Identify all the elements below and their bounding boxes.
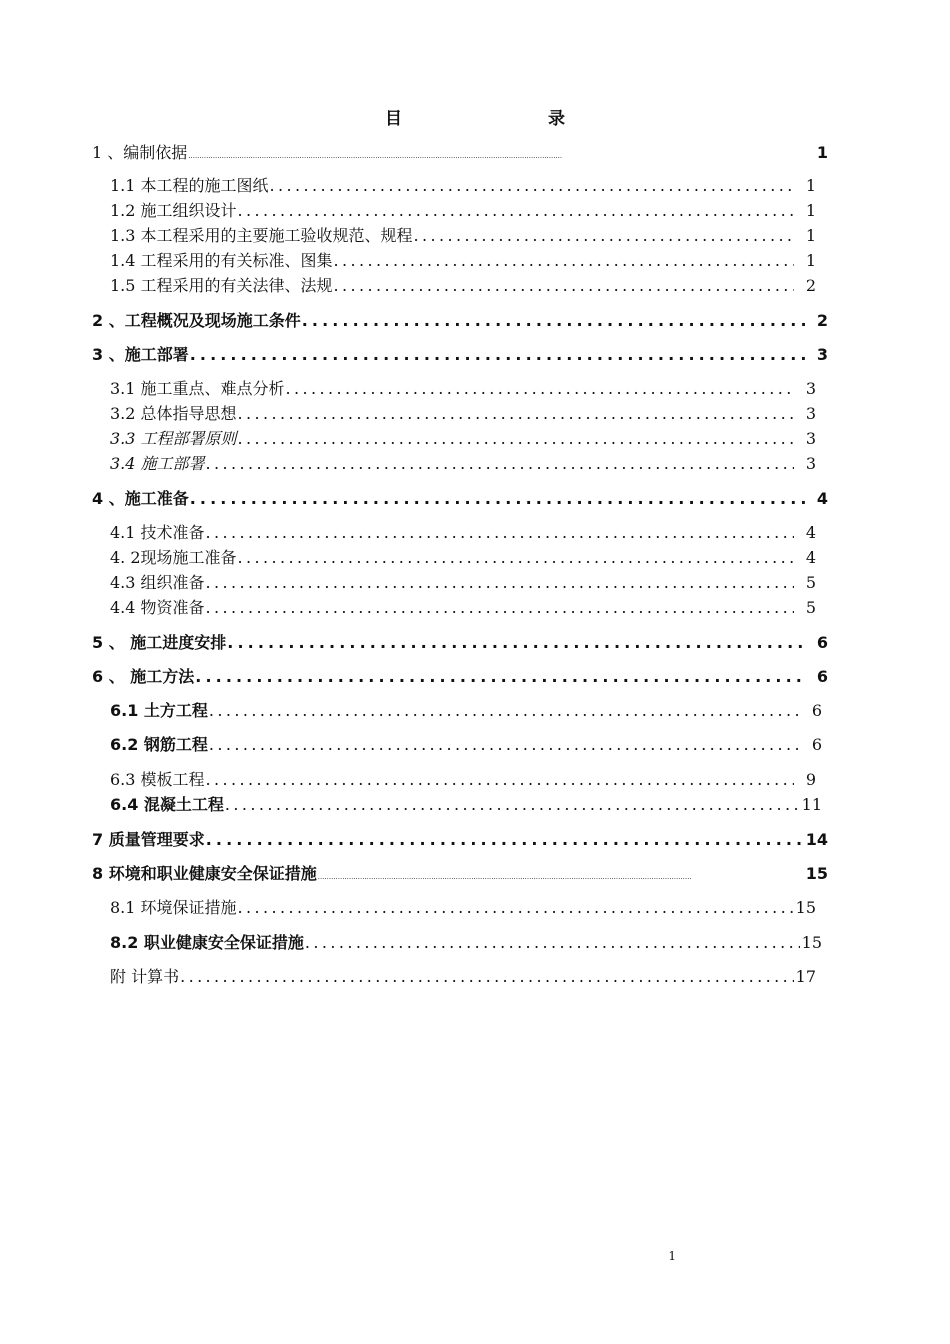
toc-entry-page: 2 [816,311,828,330]
toc-entry-page: 3 [816,345,828,364]
toc-entry-label: 7 质量管理要求 [92,830,205,849]
toc-entry[interactable] [92,664,828,686]
toc-entry-page: 15 [795,898,816,917]
toc-entry[interactable] [110,520,816,542]
toc-entry-page: 6 [811,735,822,754]
toc-title: 目 录 [385,109,635,129]
toc-entry-page: 5 [805,598,816,617]
toc-entry-label: 2 、工程概况及现场施工条件 [92,311,301,330]
toc-leader-dots [238,429,794,448]
toc-entry-label: 1.3 本工程采用的主要施工验收规范、规程 [110,226,413,245]
toc-leader-dots [305,933,800,952]
toc-entry-label: 3.3 工程部署原则 [110,429,237,448]
toc-entry[interactable] [110,451,816,473]
toc-entry[interactable] [92,486,828,508]
toc-entry[interactable] [92,827,828,849]
toc-entry-label: 4. 2现场施工准备 [110,548,237,567]
toc-leader-dots [206,598,794,617]
toc-entry[interactable] [92,140,828,162]
toc-entry[interactable] [110,732,822,754]
page-number: 1 [668,1249,676,1263]
toc-leader-dots [190,345,806,364]
toc-entry[interactable] [110,930,822,952]
toc-entry-page: 3 [805,404,816,423]
toc-entry-label: 3.4 施工部署 [110,454,205,473]
toc-entry-page: 4 [816,489,828,508]
toc-entry-label: 1.2 施工组织设计 [110,201,237,220]
toc-entry-label: 4 、施工准备 [92,489,189,508]
toc-leader-dots [195,667,806,686]
toc-entry[interactable] [110,595,816,617]
toc-leader-dots [206,830,806,849]
toc-leader-dots [334,251,794,270]
toc-entry-label: 4.4 物资准备 [110,598,205,617]
toc-entry-label: 6.2 钢筋工程 [110,735,208,754]
toc-entry-label: 1 、编制依据 [92,143,188,162]
toc-entry[interactable] [110,964,816,986]
toc-leader-dots [318,873,806,881]
toc-entry-page: 2 [805,276,816,295]
toc-leader-dots [206,523,794,542]
toc-leader-dots [270,176,794,195]
toc-entry[interactable] [110,767,816,789]
toc-entry-page: 11 [801,795,822,814]
toc-entry-label: 8.1 环境保证措施 [110,898,237,917]
toc-entry-page: 15 [805,864,828,883]
toc-entry-label: 6.1 土方工程 [110,701,208,720]
toc-entry-page: 14 [805,830,828,849]
toc-entry[interactable] [110,376,816,398]
toc-entry-label: 1.4 工程采用的有关标准、图集 [110,251,333,270]
toc-entry[interactable] [110,273,816,295]
toc-entry-label: 4.1 技术准备 [110,523,205,542]
toc-entry[interactable] [92,342,828,364]
toc-leader-dots [238,404,794,423]
toc-leader-dots [238,548,794,567]
toc-entry-label: 附 计算书 [110,967,180,986]
toc-entry-label: 1.5 工程采用的有关法律、法规 [110,276,333,295]
toc-entry[interactable] [110,248,816,270]
toc-entry-page: 9 [805,770,816,789]
toc-entry[interactable] [92,308,828,330]
toc-entry[interactable] [110,570,816,592]
toc-entry-page: 6 [816,667,828,686]
toc-entry-page: 1 [816,143,828,162]
toc-leader-dots [206,573,794,592]
toc-entry[interactable] [110,545,816,567]
toc-entry-label: 5 、 施工进度安排 [92,633,227,652]
toc-entry-label: 8.2 职业健康安全保证措施 [110,933,304,952]
toc-leader-dots [334,276,794,295]
toc-leader-dots [227,633,806,652]
toc-entry-label: 3.1 施工重点、难点分析 [110,379,285,398]
toc-entry-label: 1.1 本工程的施工图纸 [110,176,269,195]
toc-entry[interactable] [110,173,816,195]
toc-leader-dots [209,735,800,754]
toc-entry[interactable] [92,861,828,883]
toc-leader-dots [302,311,806,330]
toc-leader-dots [188,152,806,160]
toc-entry[interactable] [110,895,816,917]
toc-entry-page: 1 [805,226,816,245]
toc-entry-page: 5 [805,573,816,592]
toc-entry[interactable] [110,198,816,220]
toc-entry-page: 1 [805,176,816,195]
toc-leader-dots [206,770,794,789]
toc-leader-dots [238,201,794,220]
toc-entry[interactable] [110,426,816,448]
toc-entry-label: 3 、施工部署 [92,345,189,364]
toc-entry-label: 3.2 总体指导思想 [110,404,237,423]
toc-entry-page: 17 [795,967,816,986]
toc-entry[interactable] [110,792,822,814]
toc-leader-dots [180,967,794,986]
toc-entry-label: 4.3 组织准备 [110,573,205,592]
toc-entry-page: 15 [801,933,822,952]
toc-entry-page: 6 [811,701,822,720]
toc-entry-page: 4 [805,548,816,567]
toc-leader-dots [414,226,794,245]
toc-entry[interactable] [110,698,822,720]
toc-leader-dots [206,454,794,473]
toc-entry-label: 6 、 施工方法 [92,667,195,686]
toc-entry[interactable] [92,630,828,652]
toc-leader-dots [190,489,806,508]
toc-entry[interactable] [110,223,816,245]
toc-leader-dots [209,701,800,720]
toc-entry-page: 6 [816,633,828,652]
toc-entry-page: 1 [805,201,816,220]
toc-entry-label: 8 环境和职业健康安全保证措施 [92,864,317,883]
toc-entry-page: 3 [805,454,816,473]
toc-entry-page: 3 [805,379,816,398]
toc-entry-page: 4 [805,523,816,542]
toc-leader-dots [238,898,794,917]
toc-entry-page: 1 [805,251,816,270]
toc-leader-dots [286,379,794,398]
toc-entry-page: 3 [805,429,816,448]
toc-entry-label: 6.3 模板工程 [110,770,205,789]
toc-entry[interactable] [110,401,816,423]
toc-leader-dots [225,795,800,814]
toc-entry-label: 6.4 混凝土工程 [110,795,224,814]
